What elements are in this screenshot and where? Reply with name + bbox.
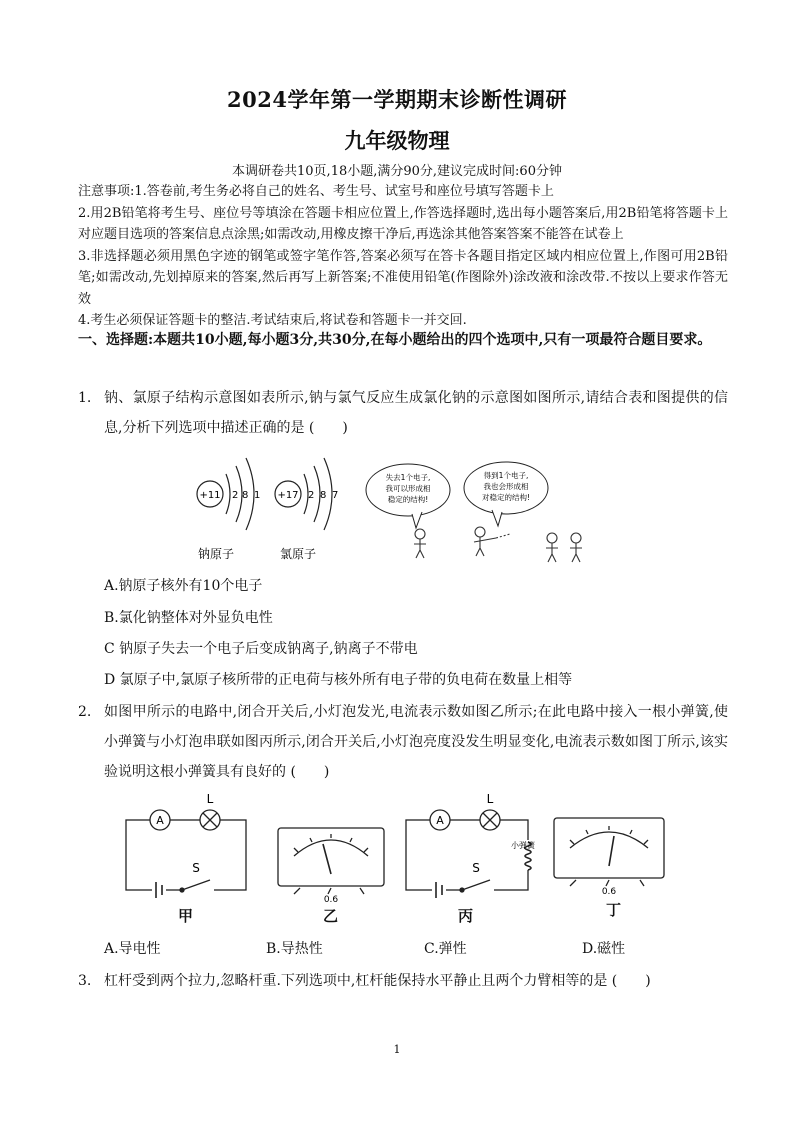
label-ding: 丁: [606, 901, 622, 919]
switch-label: S: [472, 861, 480, 875]
question-number: 2.: [78, 704, 92, 720]
lamp-label: L: [206, 792, 214, 806]
bubble-left-line-3: 稳定的结构!: [387, 495, 429, 504]
exam-subject: 九年级物理: [344, 128, 450, 153]
bubble-left-line-1: 失去1个电子,: [385, 473, 431, 482]
question-text: 杠杆受到两个拉力,忽略杆重.下列选项中,杠杆能保持水平静止且两个力臂相等的是 ( ): [104, 973, 651, 989]
bubble-right-line-2: 我也会形成相: [483, 482, 529, 491]
label-yi: 乙: [323, 907, 339, 925]
na-caption: 钠原子: [198, 547, 235, 561]
question-text: 如图甲所示的电路中,闭合开关后,小灯泡发光,电流表示数如图乙所示;在此电路中接入一根小弹簧,使小弹簧与小灯泡串联如图丙所示,闭合开关后,小灯泡亮度没发生明显变化,电流表示数如图丁所示,该实验说明这根小弹簧具有良好的 ( ): [104, 704, 728, 780]
cl-caption: 氯原子: [280, 547, 317, 561]
atom-structure-figure: [180, 452, 600, 572]
ding-terminal-label: 0.6: [601, 887, 617, 897]
note-1: 注意事项:1.答卷前,考生务必将自己的姓名、考生号、试室号和座位号填写答题卡上: [78, 184, 554, 199]
cl-nucleus-label: +17: [277, 490, 299, 501]
circuit-jia: [126, 810, 246, 899]
circuit-figure: [118, 790, 678, 930]
ammeter-symbol: A: [156, 814, 164, 827]
question-3: [78, 966, 728, 996]
yi-terminal-label: 0.6: [323, 895, 339, 905]
q1-option-b[interactable]: B.氯化钠整体对外显负电性: [104, 610, 273, 626]
q2-option-d[interactable]: D.磁性: [582, 941, 626, 957]
cl-shell-2: 8: [320, 490, 327, 501]
ammeter-symbol: A: [436, 814, 444, 827]
q2-option-c[interactable]: C.弹性: [424, 941, 467, 957]
question-1: [78, 383, 728, 443]
bubble-left-line-2: 我可以形成相: [385, 484, 431, 493]
section-heading: 一、选择题:本题共10小题,每小题3分,共30分,在每小题给出的四个选项中,只有一项最符合题目要求。: [78, 332, 712, 348]
question-number: 3.: [78, 973, 92, 989]
cl-shell-3: 7: [332, 490, 339, 501]
notes-block: [78, 181, 728, 332]
na-shell-3: 1: [254, 490, 261, 501]
q2-option-b[interactable]: B.导热性: [266, 941, 323, 957]
cartoon-illustration: [366, 462, 582, 562]
question-number: 1.: [78, 390, 92, 406]
na-shell-1: 2: [232, 490, 239, 501]
switch-label: S: [192, 861, 200, 875]
ammeter-yi: [278, 828, 384, 894]
note-2: 2.用2B铅笔将考生号、座位号等填涂在答题卡相应位置上,作答选择题时,选出每小题答案后,用2B铅笔将答题卡上对应题目选项的答案信息点涂黑;如需改动,用橡皮擦干净后,再选涂其他答案答案不能答在试卷上: [78, 205, 728, 242]
note-4: 4.考生必须保证答题卡的整洁.考试结束后,将试卷和答题卡一并交回.: [78, 313, 467, 328]
na-shell-2: 8: [242, 490, 249, 501]
note-3: 3.非选择题必须用黑色字迹的钢笔或签字笔作答,答案必须写在答卡各题目指定区域内相应位置上,作图可用2B铅笔;如需改动,先划掉原来的答案,然后再写上新答案;不准使用铅笔(作图除外)涂改液和涂改带.不按以上要求作答无效: [78, 248, 728, 307]
chlorine-atom-diagram: [275, 458, 338, 530]
spring-label: 小弹簧: [511, 841, 535, 850]
exam-info: 本调研卷共10页,18小题,满分90分,建议完成时间:60分钟: [232, 164, 562, 179]
label-bing: 丙: [458, 907, 474, 925]
q1-option-d[interactable]: D 氯原子中,氯原子核所带的正电荷与核外所有电子带的负电荷在数量上相等: [104, 672, 573, 688]
circuit-bing: [406, 810, 534, 899]
cl-shell-1: 2: [308, 490, 315, 501]
ammeter-ding: [554, 818, 664, 886]
question-text: 钠、氯原子结构示意图如表所示,钠与氯气反应生成氯化钠的示意图如图所示,请结合表和图提供的信息,分析下列选项中描述正确的是 ( ): [104, 390, 728, 436]
na-nucleus-label: +11: [199, 490, 221, 501]
q2-option-a[interactable]: A.导电性: [104, 941, 161, 957]
exam-title: 2024学年第一学期期末诊断性调研: [227, 87, 567, 112]
q1-option-c[interactable]: C 钠原子失去一个电子后变成钠离子,钠离子不带电: [104, 641, 418, 657]
q1-option-a[interactable]: A.钠原子核外有10个电子: [104, 578, 263, 594]
bubble-right-line-3: 对稳定的结构!: [481, 493, 531, 502]
sodium-atom-diagram: [197, 458, 260, 530]
bubble-right-line-1: 得到1个电子,: [483, 471, 529, 480]
lamp-label: L: [486, 792, 494, 806]
question-2: [78, 697, 728, 787]
label-jia: 甲: [178, 907, 194, 925]
page-number: 1: [393, 1043, 401, 1056]
